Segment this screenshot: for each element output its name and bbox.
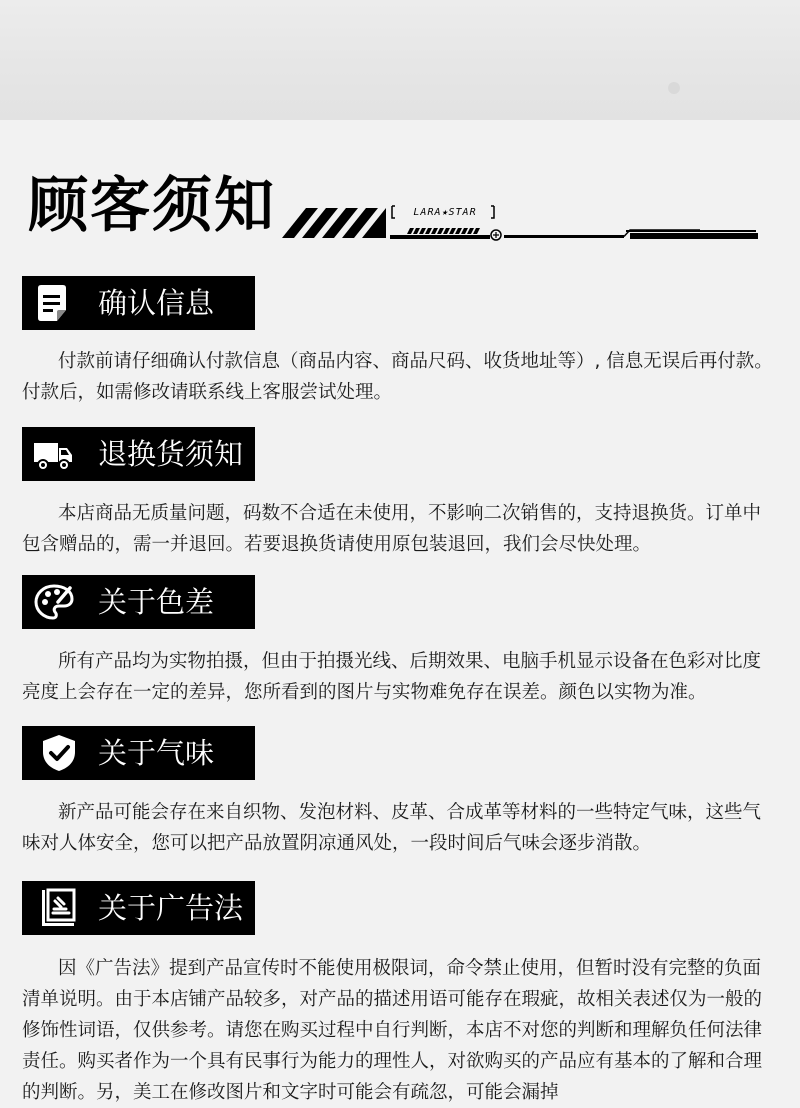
section-heading: 关于气味	[98, 736, 215, 770]
section-body-confirm-info: 付款前请仔细确认付款信息（商品内容、商品尺码、收货地址等）, 信息无误后再付款。付款后，如需修改请联系线上客服尝试处理。	[22, 351, 773, 403]
banner-detail	[668, 82, 680, 94]
section-heading: 退换货须知	[98, 437, 244, 471]
top-banner-image	[0, 0, 800, 120]
brand-logo-text: LARA★STAR	[413, 207, 477, 218]
section-heading: 关于广告法	[98, 891, 244, 925]
section-body-advertising-law: 因《广告法》提到产品宣传时不能使用极限词，命令禁止使用，但暂时没有完整的负面清单说明。由于本店铺产品较多，对产品的描述用语可能存在瑕疵，故相关表述仅为一般的修饰性词语，仅供参考。请您在购买过程中自行判断，本店不对您的判断和理解负任何法律责任。购买者作为一个具有民事行为能力的理性人，对欲购买的产品应有基本的了解和合理的判断。另，美工在修改图片和文字时可能会有疏忽，可能会漏掉	[22, 958, 763, 1103]
title-decoration	[280, 202, 760, 244]
section-header-advertising-law	[22, 881, 255, 935]
law-book-icon	[38, 888, 78, 928]
palette-icon	[34, 582, 74, 622]
document-icon	[32, 283, 72, 323]
section-heading: 确认信息	[98, 286, 215, 320]
section-body-color-difference: 所有产品均为实物拍摄，但由于拍摄光线、后期效果、电脑手机显示设备在色彩对比度亮度上会存在一定的差异，您所看到的图片与实物难免存在误差。颜色以实物为准。	[22, 651, 762, 703]
section-header-color-difference	[22, 575, 255, 629]
section-header-confirm-info	[22, 276, 255, 330]
shield-check-icon	[39, 733, 79, 773]
section-header-returns	[22, 427, 255, 481]
section-body-returns: 本店商品无质量问题，码数不合适在未使用，不影响二次销售的，支持退换货。订单中包含赠品的，需一并退回。若要退换货请使用原包装退回，我们会尽快处理。	[22, 503, 762, 555]
section-header-odor	[22, 726, 255, 780]
truck-icon	[30, 434, 76, 474]
section-heading: 关于色差	[98, 585, 215, 619]
page-title: 顾客须知	[28, 171, 276, 241]
section-body-odor: 新产品可能会存在来自织物、发泡材料、皮革、合成革等材料的一些特定气味，这些气味对人体安全，您可以把产品放置阴凉通风处，一段时间后气味会逐步消散。	[22, 802, 762, 854]
